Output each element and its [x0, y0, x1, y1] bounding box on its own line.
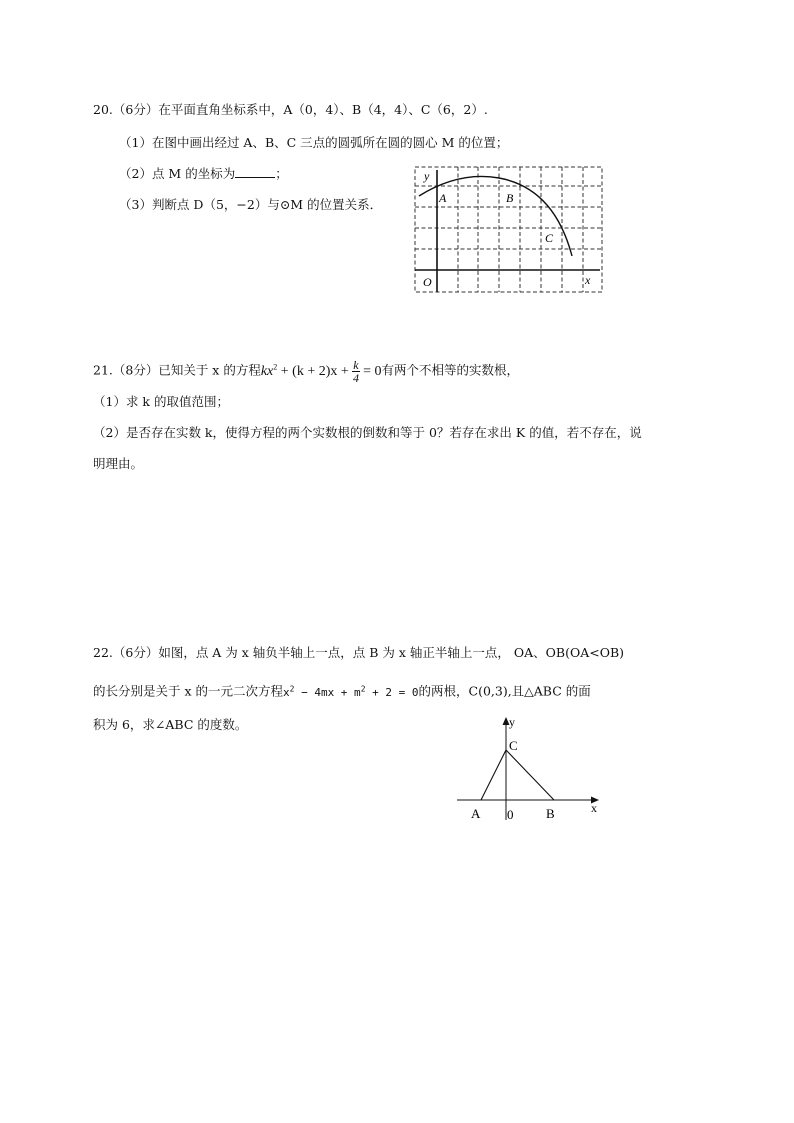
q21-part2-line1: （2）是否存在实数 k，使得方程的两个实数根的倒数和等于 0？若存在求出 K 的值，若不存在，说 — [93, 425, 642, 440]
q22-line2-prefix: 的长分别是关于 x 的一元二次方程 — [93, 683, 283, 699]
q21-prefix: 21.（8分）已知关于 x 的方程 — [93, 362, 261, 378]
eq2-mid: − 4mx + m — [294, 685, 361, 699]
q20-part3: （3）判断点 D（5，−2）与⊙M 的位置关系． — [119, 197, 383, 212]
q22-line2-suffix: 的两根，C(0,3),且△ABC 的面 — [418, 683, 591, 699]
eq-fraction — [352, 359, 359, 384]
q20-grid-figure — [414, 166, 604, 294]
q20-header: 20.（6分）在平面直角坐标系中，A（0，4）、B（4，4）、C（6，2）. — [93, 102, 488, 117]
q21-part1: （1）求 k 的取值范围； — [93, 394, 229, 409]
eq-sq: 2 — [273, 362, 278, 371]
eq-end: = 0 — [359, 363, 382, 379]
q22-line2 — [93, 680, 591, 702]
q20-part2-suffix: ； — [275, 166, 288, 181]
label-y: y — [509, 715, 515, 729]
q20-part2 — [119, 165, 288, 183]
label-x: x — [591, 801, 597, 815]
eq-k: kx — [260, 363, 274, 379]
label-b: B — [546, 806, 555, 821]
q20-part1: （1）在图中画出经过 A、B、C 三点的圆弧所在圆的圆心 M 的位置； — [119, 135, 509, 150]
label-x: x — [585, 273, 591, 287]
label-c: C — [509, 738, 518, 753]
frac-num: k — [353, 357, 359, 372]
q21-header — [93, 352, 520, 385]
q22-line3: 积为 6，求∠ABC 的度数。 — [93, 717, 248, 732]
eq2-end: + 2 = 0 — [365, 685, 419, 699]
label-a: A — [471, 806, 481, 821]
eq-mid: + (k + 2)x + — [277, 363, 353, 379]
label-a: A — [439, 191, 447, 205]
q21-suffix: 有两个不相等的实数根， — [381, 362, 520, 378]
label-y: y — [424, 169, 430, 183]
eq2-sq2: 2 — [360, 684, 366, 693]
answer-blank[interactable] — [235, 165, 275, 178]
triangle-abc — [481, 750, 554, 800]
q22-triangle-figure — [455, 714, 605, 826]
frac-den: 4 — [352, 370, 359, 385]
q21-part2-line2: 明理由。 — [93, 456, 144, 471]
label-o: O — [423, 275, 432, 289]
label-c: C — [545, 231, 554, 245]
q22-line1: 22.（6分）如图，点 A 为 x 轴负半轴上一点，点 B 为 x 轴正半轴上一点， OA、OB(OA<OB) — [93, 645, 625, 660]
eq2-sq1: 2 — [289, 684, 295, 693]
label-o: 0 — [507, 807, 514, 822]
label-b: B — [506, 191, 514, 205]
eq2-x: x — [283, 685, 290, 699]
q20-part2-prefix: （2）点 M 的坐标为 — [119, 166, 236, 181]
